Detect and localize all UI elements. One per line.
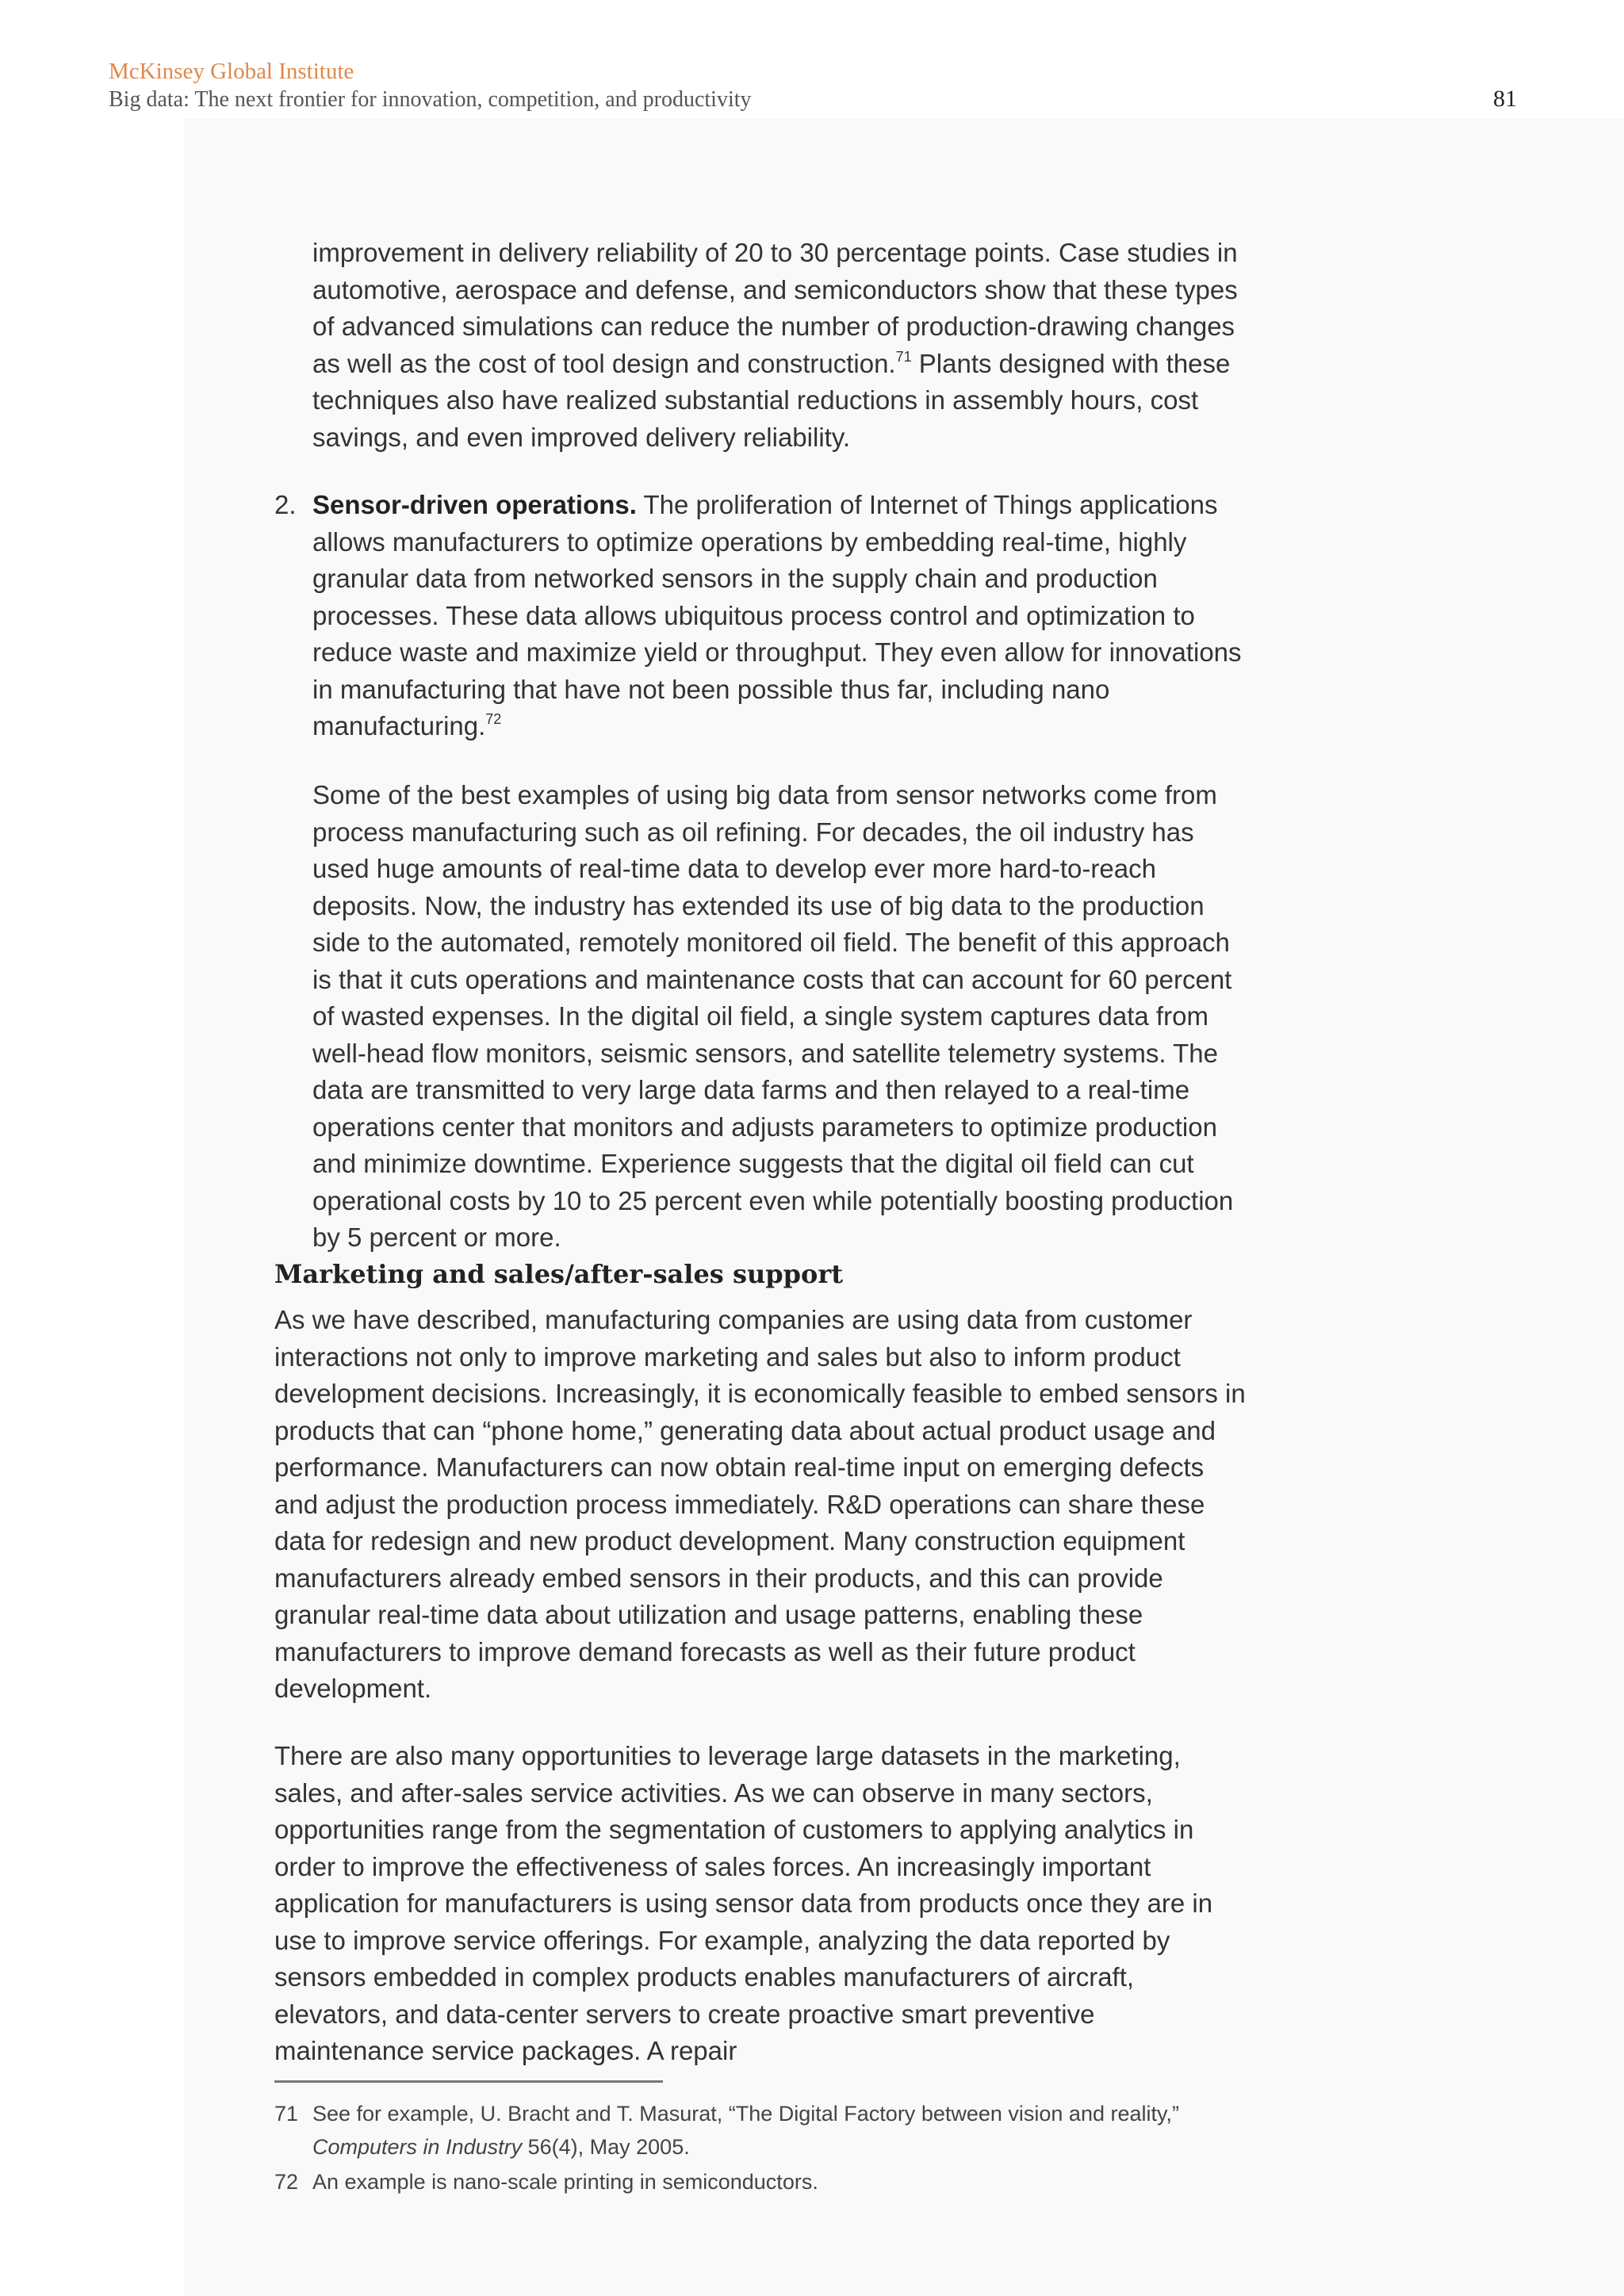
page-number: 81	[1493, 86, 1517, 112]
list-item-title: Sensor-driven operations.	[312, 490, 637, 519]
footnote-divider	[274, 2080, 663, 2083]
footnote-number: 71	[274, 2102, 299, 2126]
list-item-text: The proliferation of Internet of Things applications allows manufacturers to optimize operations by embedding real-time, highly granular data from networked sensors in the supply chain and production processes. These data allows ubiquitous process control and optimization to reduce waste and maximize yield or throughput. They even allow for innovations in manufacturing that have not been possible thus far, including nano manufacturing.	[312, 490, 1242, 740]
paragraph-text: Plants designed with these techniques also have realized substantial reductions in assembly hours, cost savings, and even improved delivery reliability.	[312, 348, 1231, 452]
publisher-name: McKinsey Global Institute	[109, 59, 354, 84]
paragraph-customer-interactions: As we have described, manufacturing companies are using data from customer interactions not only to improve marketing and sales but also to inform product development decisions. Increasingly, it is economically feasible to embed sensors in products that can “phone home,” generating data about actual product usage and performance. Manufacturers can now obtain real-time input on emerging defects and adjust the production process immediately. R&D operations can share these data for redesign and new product development. Many construction equipment manufacturers already embed sensors in their products, and this can provide granular real-time data about utilization and usage patterns, enabling these manufacturers to improve demand forecasts as well as their future product development.	[274, 1305, 1246, 1703]
report-title: Big data: The next frontier for innovation, competition, and productivity	[109, 87, 752, 112]
running-header	[109, 57, 1515, 114]
footnote-ref-72[interactable]: 72	[485, 711, 502, 727]
footnote-71	[312, 2097, 1264, 2164]
paragraph-delivery-reliability	[312, 235, 1248, 456]
list-item-number: 2.	[274, 490, 297, 519]
footnote-text: 56(4), May 2005.	[522, 2135, 690, 2159]
footnote-text: See for example, U. Bracht and T. Masurat, “The Digital Factory between vision and reality,”	[312, 2102, 1179, 2126]
paragraph-oil-field: Some of the best examples of using big data from sensor networks come from process manufacturing such as oil refining. For decades, the oil industry has used huge amounts of real-time data to develop ever more hard-to-reach deposits. Now, the industry has extended its use of big data to the production side to the automated, remotely monitored oil field. The benefit of this approach is that it cuts operations and maintenance costs that can account for 60 percent of wasted expenses. In the digital oil field, a single system captures data from well-head flow monitors, seismic sensors, and satellite telemetry systems. The data are transmitted to very large data farms and then relayed to a real-time operations center that monitors and adjusts parameters to optimize production and minimize downtime. Experience suggests that the digital oil field can cut operational costs by 10 to 25 percent even while potentially boosting production by 5 percent or more.	[312, 780, 1234, 1252]
footnote-72: An example is nano-scale printing in semiconductors.	[312, 2170, 818, 2194]
paragraph-marketing-opportunities: There are also many opportunities to leverage large datasets in the marketing, sales, and after-sales service activities. As we can observe in many sectors, opportunities range from the segmentation of customers to applying analytics in order to improve the effectiveness of sales forces. An increasingly important application for manufacturers is using sensor data from products once they are in use to improve service offerings. For example, analyzing the data reported by sensors embedded in complex products enables manufacturers of aircraft, elevators, and data-center servers to create proactive smart preventive maintenance service packages. A repair	[274, 1741, 1213, 2065]
list-item-sensor-driven-operations	[312, 487, 1248, 745]
footnote-journal-title: Computers in Industry	[312, 2135, 523, 2159]
paragraph-text: improvement in delivery reliability of 20 to 30 percentage points. Case studies in automotive, aerospace and defense, and semiconductors show that these types of advanced simulations can reduce the number of production-drawing changes as well as the cost of tool design and construction.	[312, 238, 1238, 378]
footnote-number: 72	[274, 2170, 299, 2194]
footnote-ref-71[interactable]: 71	[895, 348, 912, 365]
section-heading: Marketing and sales/after-sales support	[274, 1259, 843, 1289]
